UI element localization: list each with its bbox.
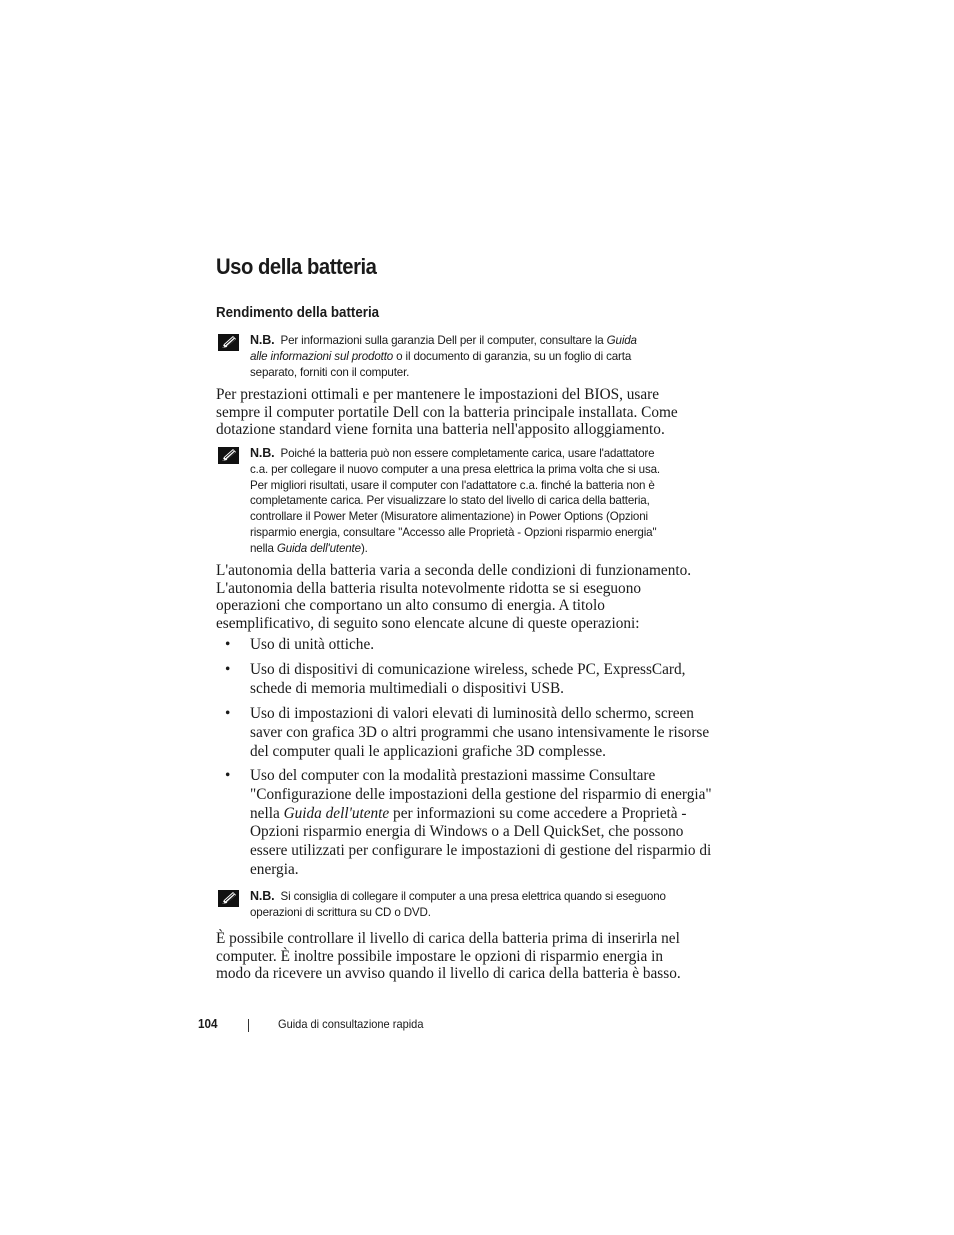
bullet-icon: • bbox=[225, 705, 231, 722]
note-1-text: N.B. Per informazioni sulla garanzia Dell per il computer, consultare la Guida alle informazioni sul prodotto o il documento di garanzia, su un foglio di carta separato, forniti con il computer. bbox=[250, 333, 637, 379]
note-2-text: N.B. Poiché la batteria può non essere completamente carica, usare l'adattatore c.a. per collegare il nuovo computer a una presa elettrica la prima volta che si usa. Per migliori risultati, usare il computer con l'adattatore c.a. finché la batteria non è completamente carica. Per visualizzare lo stato del livello di carica della batteria, controllare il Power Meter (Misuratore alimentazione) in Power Options (Opzioni risparmio energia, consultare "Accesso alle Proprietà - Opzioni risparmio energia" nella Guida dell'utente). bbox=[250, 446, 660, 555]
footer-doc-title: Guida di consultazione rapida bbox=[278, 1017, 424, 1031]
note-label: N.B. bbox=[250, 889, 275, 903]
note-pencil-icon bbox=[217, 889, 241, 909]
section-heading: Rendimento della batteria bbox=[216, 305, 380, 321]
note-pencil-icon bbox=[217, 333, 241, 353]
note-label: N.B. bbox=[250, 446, 275, 460]
paragraph-1: Per prestazioni ottimali e per mantenere le impostazioni del BIOS, usare sempre il computer portatile Dell con la batteria principale installata. Come dotazione standard viene fornita una batteria nell'apposito alloggiamento. bbox=[216, 386, 678, 439]
bullet-icon: • bbox=[225, 661, 231, 678]
footer-divider bbox=[248, 1019, 249, 1032]
bullet-icon: • bbox=[225, 767, 231, 784]
note-pencil-icon bbox=[217, 446, 241, 466]
bullet-icon: • bbox=[225, 636, 231, 653]
note-label: N.B. bbox=[250, 333, 275, 347]
note-3-text: N.B. Si consiglia di collegare il computer a una presa elettrica quando si eseguono operazioni di scrittura su CD o DVD. bbox=[250, 889, 666, 919]
page-number: 104 bbox=[198, 1016, 218, 1031]
paragraph-3: È possibile controllare il livello di carica della batteria prima di inserirla nel computer. È inoltre possibile impostare le opzioni di risparmio energia in modo da ricevere un avviso quando il livello di carica della batteria è basso. bbox=[216, 930, 681, 983]
page-title: Uso della batteria bbox=[216, 254, 377, 279]
paragraph-2: L'autonomia della batteria varia a seconda delle condizioni di funzionamento. L'autonomia della batteria risulta notevolmente ridotta se si eseguono operazioni che comportano un alto consumo di energia. A titolo esemplificativo, di seguito sono elencate alcune di queste operazioni: bbox=[216, 562, 692, 632]
